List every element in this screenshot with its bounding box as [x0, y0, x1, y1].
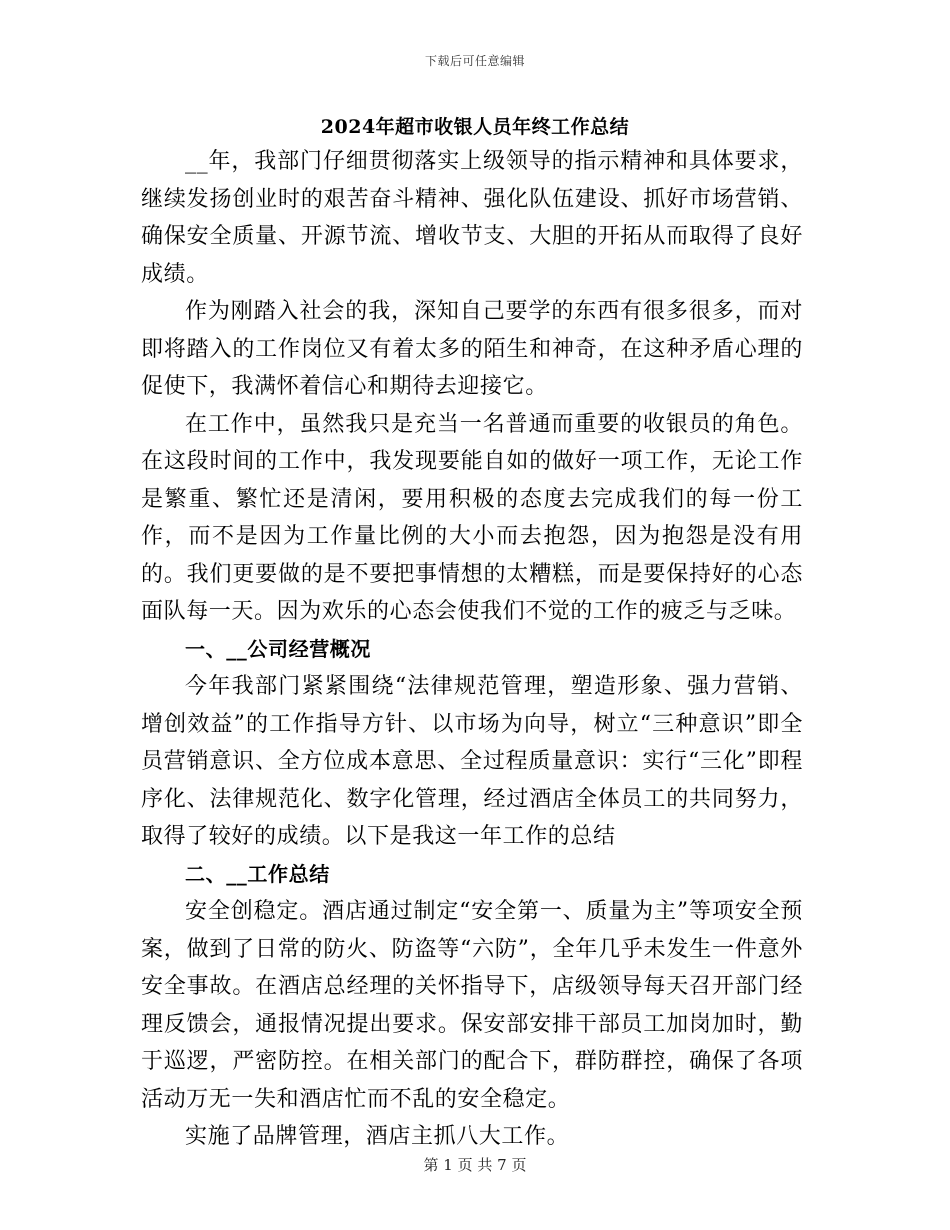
- body-paragraph: 作为刚踏入社会的我，深知自己要学的东西有很多很多，而对即将踏入的工作岗位又有着太多的陌生和神奇，在这种矛盾心理的促使下，我满怀着信心和期待去迎接它。: [141, 299, 803, 399]
- section-paragraph: 安全创稳定。酒店通过制定“安全第一、质量为主”等项安全预案，做到了日常的防火、防盗等“六防”，全年几乎未发生一件意外安全事故。在酒店总经理的关怀指导下，店级领导每天召开部门经理反馈会，通报情况提出要求。保安部安排干部员工加岗加时，勤于巡逻，严密防控。在相关部门的配合下，群防群控，确保了各项活动万无一失和酒店忙而不乱的安全稳定。: [141, 899, 803, 1112]
- header-note: 下载后可任意编辑: [424, 54, 525, 68]
- document-body: [141, 143, 803, 1156]
- section-heading-company-overview: 一、__公司经营概况: [185, 636, 371, 661]
- page-number: 第 1 页 共 7 页: [423, 1156, 527, 1174]
- document-title: 2024年超市收银人员年终工作总结: [320, 116, 630, 138]
- body-paragraph: 在工作中，虽然我只是充当一名普通而重要的收银员的角色。在这段时间的工作中，我发现要能自如的做好一项工作，无论工作是繁重、繁忙还是清闲，要用积极的态度去完成我们的每一份工作，而不是因为工作量比例的大小而去抱怨，因为抱怨是没有用的。我们更要做的是不要把事情想的太糟糕，而是要保持好的心态面队每一天。因为欢乐的心态会使我们不觉的工作的疲乏与乏味。: [141, 411, 803, 624]
- section-heading-work-summary: 二、__工作总结: [185, 861, 330, 886]
- section-paragraph: 实施了品牌管理，酒店主抓八大工作。: [185, 1124, 570, 1149]
- intro-paragraph: __年，我部门仔细贯彻落实上级领导的指示精神和具体要求，继续发扬创业时的艰苦奋斗精神、强化队伍建设、抓好市场营销、确保安全质量、开源节流、增收节支、大胆的开拓从而取得了良好成绩。: [141, 149, 803, 287]
- section-paragraph: 今年我部门紧紧围绕“法律规范管理，塑造形象、强力营销、增创效益”的工作指导方针、以市场为向导，树立“三种意识”即全员营销意识、全方位成本意思、全过程质量意识：实行“三化”即程序化、法律规范化、数字化管理，经过酒店全体员工的共同努力，取得了较好的成绩。以下是我这一年工作的总结: [141, 674, 803, 849]
